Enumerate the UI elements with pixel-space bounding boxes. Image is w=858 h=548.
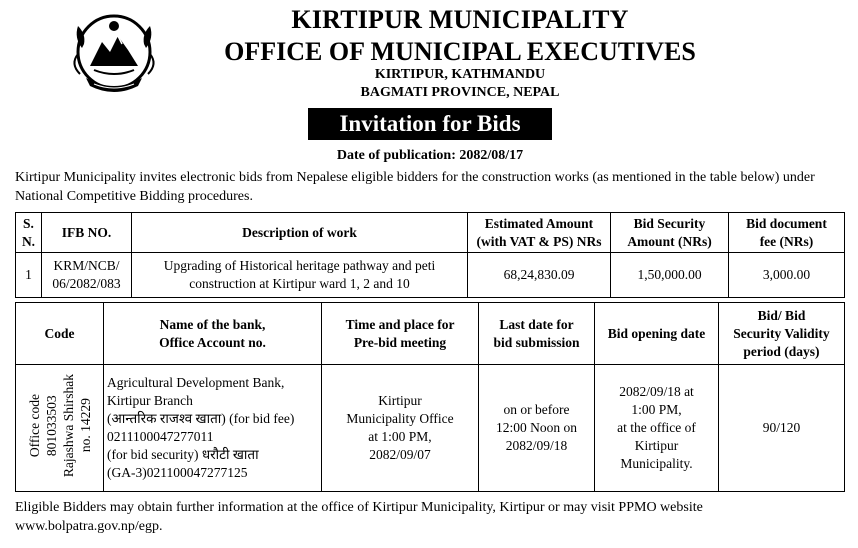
header-prebid: Time and place for Pre-bid meeting xyxy=(322,303,479,365)
table-row xyxy=(16,253,845,298)
header-bank: Name of the bank, Office Account no. xyxy=(104,303,322,365)
cell-opening-date: 2082/09/18 at 1:00 PM, at the office of Kirtipur Municipality. xyxy=(595,365,719,492)
header-last-date: Last date for bid submission xyxy=(479,303,595,365)
bank-table xyxy=(15,302,845,492)
cell-bank: Agricultural Development Bank, Kirtipur Branch (आन्तरिक राजश्व खाता) (for bid fee) 0211100047277011 (for bid security) धरौटी खाता (GA-3)021100047277125 xyxy=(104,365,322,492)
cell-description: Upgrading of Historical heritage pathway and peti construction at Kirtipur ward 1, 2 and 10 xyxy=(132,253,468,298)
cell-document-fee: 3,000.00 xyxy=(729,253,845,298)
header-estimated-amount: Estimated Amount (with VAT & PS) NRs xyxy=(468,213,611,253)
cell-last-date: on or before 12:00 Noon on 2082/09/18 xyxy=(479,365,595,492)
municipality-name: KIRTIPUR MUNICIPALITY xyxy=(291,5,629,34)
header-opening-date: Bid opening date xyxy=(595,303,719,365)
publication-date: Date of publication: 2082/08/17 xyxy=(336,148,524,163)
cell-code xyxy=(16,365,104,492)
intro-paragraph: Kirtipur Municipality invites electronic bids from Nepalese eligible bidders for the construction works (as mentioned in the table below) under National Competitive Bidding procedures. xyxy=(15,170,815,204)
office-name: OFFICE OF MUNICIPAL EXECUTIVES xyxy=(224,37,696,66)
cell-sn: 1 xyxy=(16,253,42,298)
header-sn: S. N. xyxy=(16,213,42,253)
nepal-government-emblem-icon xyxy=(64,8,164,96)
header-description: Description of work xyxy=(132,213,468,253)
province-line: BAGMATI PROVINCE, NEPAL xyxy=(360,85,560,100)
header-code: Code xyxy=(16,303,104,365)
cell-estimated-amount: 68,24,830.09 xyxy=(468,253,611,298)
office-code-text: Office code 801033503 Rajashwa Shirshak no. 14229 xyxy=(26,373,93,478)
cell-ifb-no: KRM/NCB/ 06/2082/083 xyxy=(42,253,132,298)
header-document-fee: Bid document fee (NRs) xyxy=(729,213,845,253)
address-line: KIRTIPUR, KATHMANDU xyxy=(374,67,546,82)
cell-bid-security: 1,50,000.00 xyxy=(611,253,729,298)
header-validity: Bid/ Bid Security Validity period (days) xyxy=(719,303,845,365)
notice-title: Invitation for Bids xyxy=(308,108,552,140)
header-bid-security: Bid Security Amount (NRs) xyxy=(611,213,729,253)
table-row xyxy=(16,365,845,492)
works-table-header xyxy=(16,213,845,253)
header-ifb-no: IFB NO. xyxy=(42,213,132,253)
footer-note: Eligible Bidders may obtain further information at the office of Kirtipur Municipality, Kirtipur or may visit PPMO website www.bolpatra.gov.np/egp. xyxy=(15,500,703,534)
bank-table-header xyxy=(16,303,845,365)
cell-prebid: Kirtipur Municipality Office at 1:00 PM, 2082/09/07 xyxy=(322,365,479,492)
cell-validity: 90/120 xyxy=(719,365,845,492)
works-table xyxy=(15,212,845,298)
